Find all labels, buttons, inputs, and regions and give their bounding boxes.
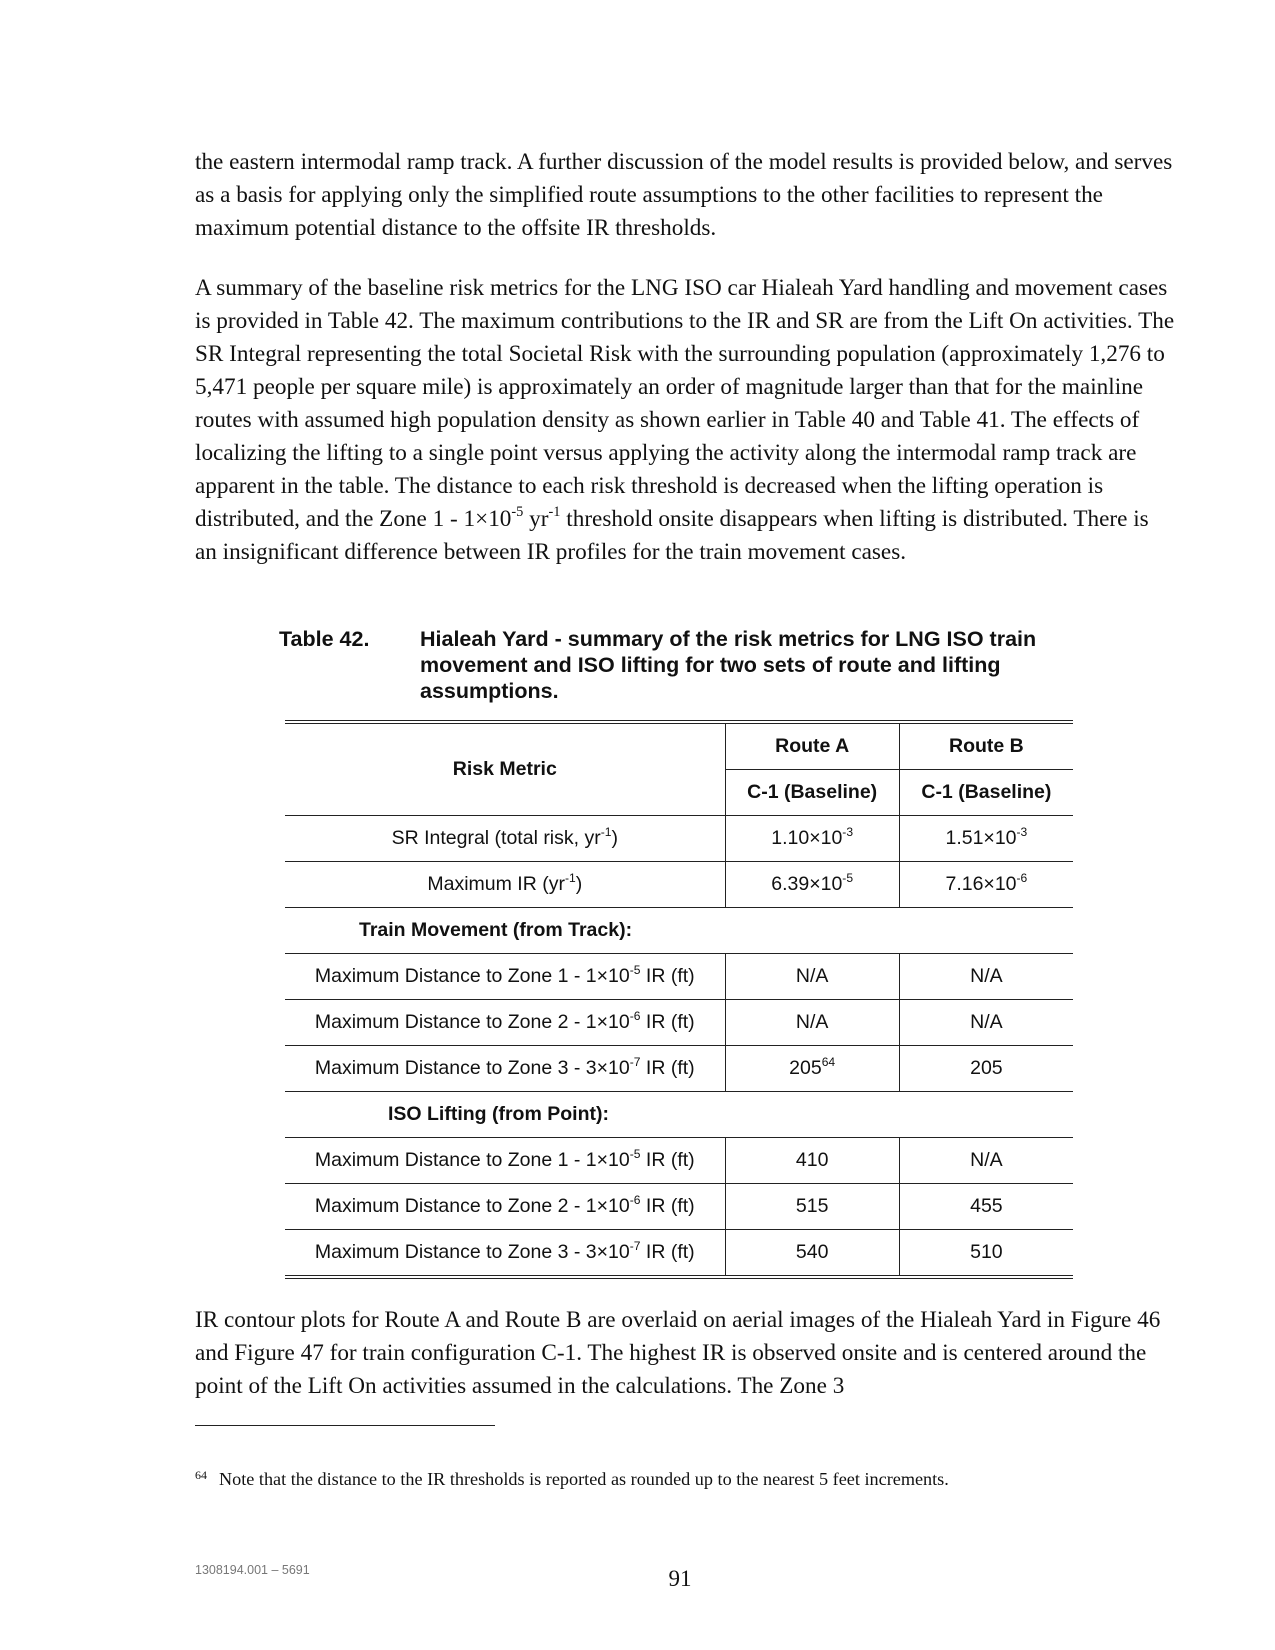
cell-route-b: N/A	[899, 1138, 1073, 1184]
label-text: Maximum Distance to Zone 3 - 3×10	[314, 1057, 630, 1079]
value-base: 1.51×10	[945, 827, 1017, 849]
label-superscript: -6	[629, 1192, 641, 1207]
label-text: Maximum Distance to Zone 2 - 1×10	[314, 1195, 630, 1217]
cell-route-a	[725, 862, 899, 908]
footnote-text: Note that the distance to the IR thresholds is reported as rounded up to the nearest 5 feet increments.	[219, 1469, 949, 1489]
label-superscript: -7	[629, 1054, 641, 1069]
document-id: 1308194.001 – 5691	[195, 1563, 310, 1577]
label-text-end: )	[575, 873, 583, 895]
label-superscript: -1	[564, 870, 576, 885]
cell-route-b: 510	[899, 1230, 1073, 1278]
header-route-a: Route A	[725, 722, 899, 770]
value-text: 205	[789, 1057, 822, 1079]
table-caption-label: Table 42.	[279, 627, 370, 651]
value-base: 7.16×10	[945, 873, 1017, 895]
table-row-max-ir	[285, 862, 1073, 908]
cell-route-a	[725, 1046, 899, 1092]
paragraph-2-superscript-1: -5	[511, 503, 524, 520]
label-superscript: -1	[600, 824, 612, 839]
cell-route-a: N/A	[725, 1000, 899, 1046]
table-header-row	[285, 722, 1073, 770]
table-row-lift-zone-3	[285, 1230, 1073, 1278]
header-config-b: C-1 (Baseline)	[899, 770, 1073, 816]
section-heading: ISO Lifting (from Point):	[285, 1092, 1073, 1138]
cell-route-a: 540	[725, 1230, 899, 1278]
cell-route-b: 455	[899, 1184, 1073, 1230]
label-text-end: )	[611, 827, 618, 849]
label-text-end: IR (ft)	[640, 1057, 695, 1079]
table-row-sr-integral	[285, 816, 1073, 862]
value-base: 6.39×10	[771, 873, 843, 895]
label-superscript: -7	[629, 1238, 641, 1253]
table-row-train-zone-1	[285, 954, 1073, 1000]
cell-route-a: 410	[725, 1138, 899, 1184]
label-superscript: -6	[629, 1008, 641, 1023]
header-route-b: Route B	[899, 722, 1073, 770]
label-text-end: IR (ft)	[640, 1149, 695, 1171]
page-number: 91	[668, 1566, 692, 1591]
value-exponent: -6	[1016, 870, 1028, 885]
label-superscript: -5	[629, 962, 641, 977]
paragraph-2-text-c: threshold onsite disappears when lifting is distributed. There is an insignificant difference between IR profiles for the train movement cases.	[195, 506, 1149, 565]
paragraph-2-text-b: yr	[523, 506, 549, 532]
cell-route-a: N/A	[725, 954, 899, 1000]
table-caption-text: Hialeah Yard - summary of the risk metrics for LNG ISO train movement and ISO lifting for two sets of route and lifting assumptions.	[420, 627, 1037, 703]
table-row-lift-zone-1	[285, 1138, 1073, 1184]
label-text-end: IR (ft)	[640, 965, 695, 987]
paragraph-2-superscript-2: -1	[548, 503, 561, 520]
cell-route-b: N/A	[899, 954, 1073, 1000]
label-text: Maximum Distance to Zone 1 - 1×10	[314, 1149, 630, 1171]
label-text: Maximum Distance to Zone 2 - 1×10	[314, 1011, 630, 1033]
footnote-separator	[195, 1425, 495, 1426]
label-text-end: IR (ft)	[640, 1195, 695, 1217]
label-text-end: IR (ft)	[640, 1241, 695, 1263]
value-exponent: -3	[1016, 824, 1028, 839]
table-row-lift-zone-2	[285, 1184, 1073, 1230]
row-label	[285, 862, 725, 908]
row-label	[285, 954, 725, 1000]
risk-metrics-table	[285, 720, 1073, 1279]
paragraph-2-text-a: A summary of the baseline risk metrics for the LNG ISO car Hialeah Yard handling and movement cases is provided in Table 42. The maximum contributions to the IR and SR are from the Lift On activities. The SR Integral representing the total Societal Risk with the surrounding population (approximately 1,276 to 5,471 people per square mile) is approximately an order of magnitude larger than that for the mainline routes with assumed high population density as shown earlier in Table 40 and Table 41. The effects of localizing the lifting to a single point versus applying the activity along the intermodal ramp track are apparent in the table. The distance to each risk threshold is decreased when the lifting operation is distributed, and the Zone 1 - 1×10	[195, 275, 1175, 532]
cell-route-b: N/A	[899, 1000, 1073, 1046]
header-risk-metric: Risk Metric	[285, 722, 725, 816]
row-label	[285, 1138, 725, 1184]
cell-route-b	[899, 862, 1073, 908]
value-exponent: -5	[842, 870, 854, 885]
cell-route-a	[725, 816, 899, 862]
label-superscript: -5	[629, 1146, 641, 1161]
cell-route-b	[899, 816, 1073, 862]
row-label	[285, 1184, 725, 1230]
row-label	[285, 1000, 725, 1046]
body-paragraph-2	[195, 272, 1175, 569]
label-text: Maximum IR (yr	[427, 873, 565, 895]
value-exponent: -3	[842, 824, 854, 839]
table-row-train-zone-3	[285, 1046, 1073, 1092]
footnote	[195, 1467, 1175, 1493]
section-heading: Train Movement (from Track):	[285, 908, 1073, 954]
value-base: 1.10×10	[771, 827, 843, 849]
label-text: Maximum Distance to Zone 1 - 1×10	[314, 965, 630, 987]
cell-route-a: 515	[725, 1184, 899, 1230]
footnote-mark: 64	[195, 1468, 207, 1482]
table-section-train-movement	[285, 908, 1073, 954]
row-label	[285, 1046, 725, 1092]
row-label	[285, 1230, 725, 1278]
body-paragraph-1: the eastern intermodal ramp track. A further discussion of the model results is provided below, and serves as a basis for applying only the simplified route assumptions to the other facilities to represent the maximum potential distance to the offsite IR thresholds.	[195, 149, 1173, 241]
footnote-reference[interactable]: 64	[821, 1054, 836, 1069]
label-text: Maximum Distance to Zone 3 - 3×10	[314, 1241, 630, 1263]
header-config-a: C-1 (Baseline)	[725, 770, 899, 816]
cell-route-b: 205	[899, 1046, 1073, 1092]
label-text-end: IR (ft)	[640, 1011, 695, 1033]
label-text: SR Integral (total risk, yr	[391, 827, 601, 849]
table-row-train-zone-2	[285, 1000, 1073, 1046]
body-paragraph-3: IR contour plots for Route A and Route B are overlaid on aerial images of the Hialeah Yard in Figure 46 and Figure 47 for train configuration C-1. The highest IR is observed onsite and is centered around the point of the Lift On activities assumed in the calculations. The Zone 3	[195, 1307, 1161, 1399]
row-label	[285, 816, 725, 862]
table-section-iso-lifting	[285, 1092, 1073, 1138]
